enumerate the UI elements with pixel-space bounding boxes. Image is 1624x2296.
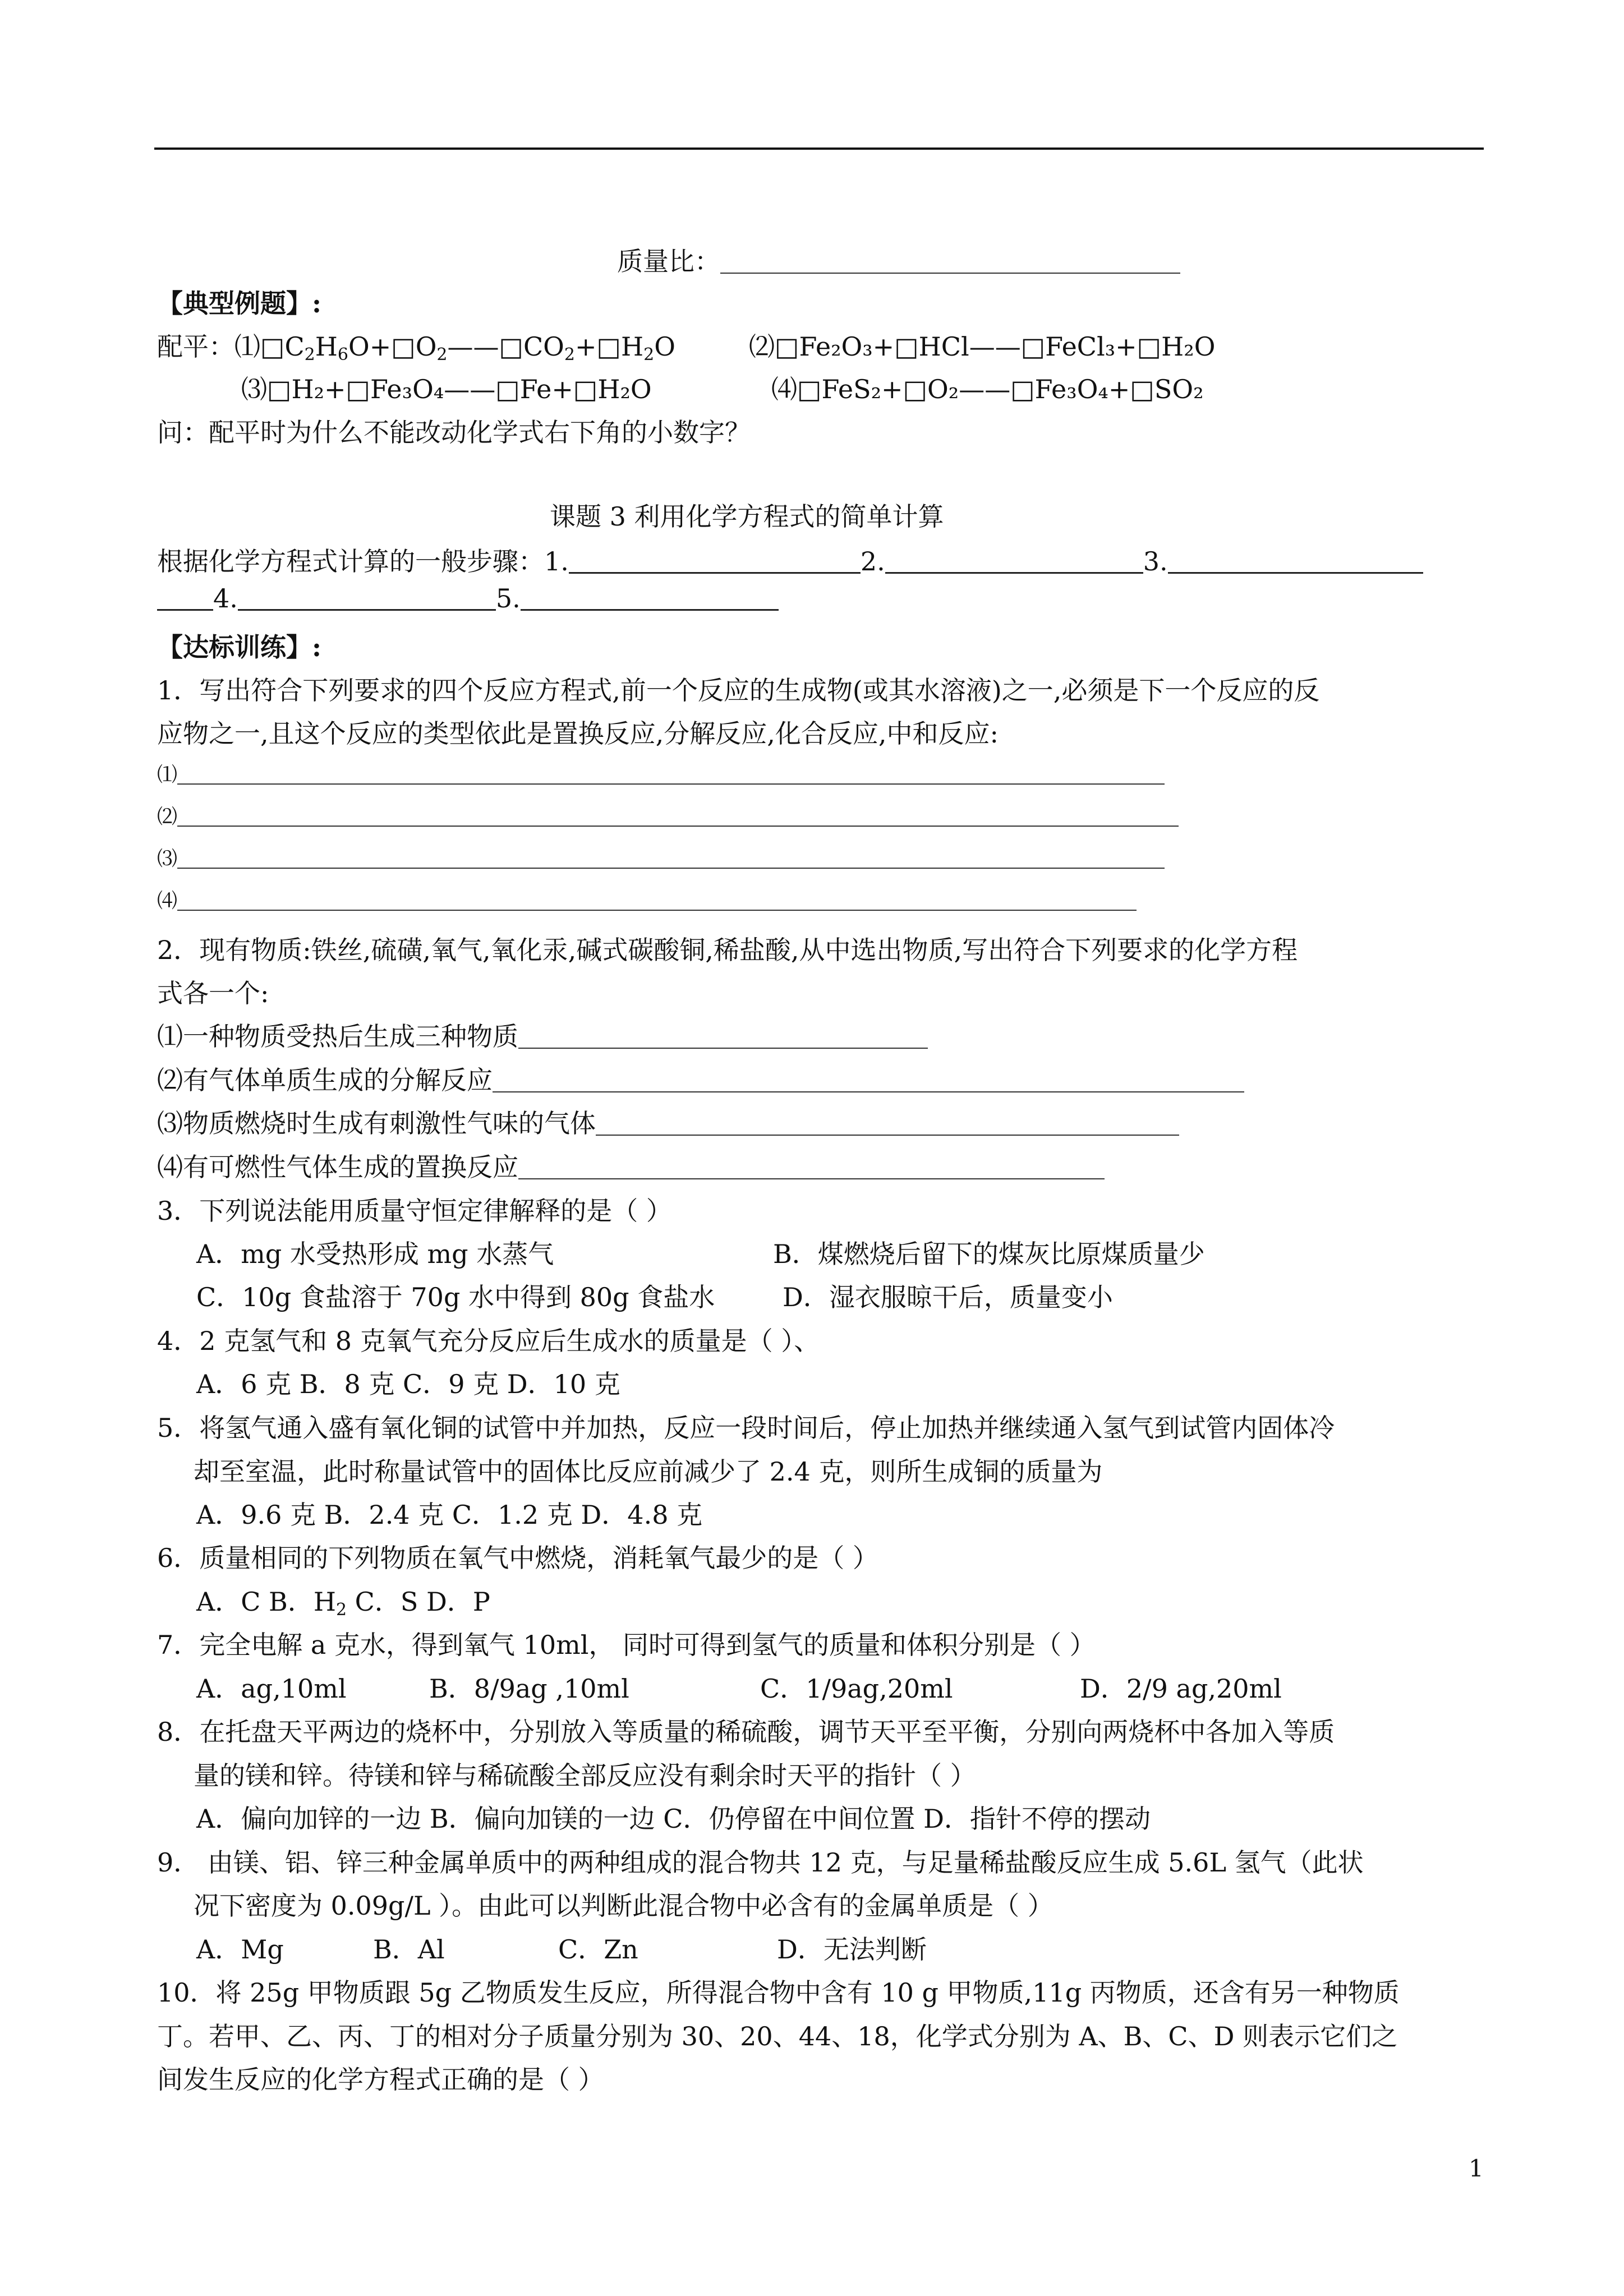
q8-line2: 量的镁和锌。待镁和锌与稀硫酸全部反应没有剩余时天平的指针（ ） <box>194 1760 976 1791</box>
q1-item-3: ⑶ <box>157 843 1165 872</box>
q9-option-b: B．Al <box>373 1934 445 1965</box>
step-2-label: 2. <box>860 546 885 577</box>
q1-blank-2 <box>177 803 1179 827</box>
step-3-blank-continued <box>157 584 213 611</box>
mass-ratio-line <box>617 241 1180 278</box>
mass-ratio-blank <box>720 250 1180 274</box>
q1-item-4: ⑷ <box>157 885 1137 914</box>
balance-row-1 <box>157 326 675 363</box>
step-1-blank <box>569 547 861 574</box>
q5-line1: 5．将氢气通入盛有氧化铜的试管中并加热，反应一段时间后，停止加热并继续通入氢气到试管内固体冷 <box>157 1413 1335 1443</box>
page-number: 1 <box>1469 2155 1484 2182</box>
q1-item-1: ⑴ <box>157 759 1165 787</box>
q4-stem: 4．2 克氢气和 8 克氧气充分反应后生成水的质量是（ ）、 <box>157 1326 820 1356</box>
q1-blank-1 <box>177 761 1165 785</box>
q5-line2: 却至室温，此时称量试管中的固体比反应前减少了 2.4 克，则所生成铜的质量为 <box>194 1456 1103 1487</box>
q1-line2: 应物之一,且这个反应的类型依此是置换反应,分解反应,化合反应,中和反应: <box>157 718 999 749</box>
mass-ratio-label: 质量比： <box>617 246 720 276</box>
q8-options: A．偏向加锌的一边 B．偏向加镁的一边 C．仍停留在中间位置 D．指针不停的摆动 <box>196 1804 1151 1834</box>
q3-option-b: B．煤燃烧后留下的煤灰比原煤质量少 <box>773 1239 1205 1269</box>
balance-eq1: $⑴□C_2H_6O+□O_2——□CO_2+□H_2O$ <box>234 331 675 365</box>
steps-row-2 <box>157 583 779 614</box>
balance-eq2: ⑵□Fe₂O₃+□HCl——□FeCl₃+□H₂O <box>749 331 1216 362</box>
step-4-blank <box>238 584 496 611</box>
q2-blank-2 <box>493 1069 1244 1092</box>
step-5-label: 5. <box>495 583 521 614</box>
q2-blank-3 <box>596 1112 1179 1136</box>
q10-line3: 间发生反应的化学方程式正确的是（ ） <box>157 2064 604 2095</box>
q3-stem: 3．下列说法能用质量守恒定律解释的是（ ） <box>157 1196 672 1226</box>
q6-options: A．C B．$H_2$ C．S D．P <box>196 1587 490 1620</box>
q2-item-4: ⑷有可燃性气体生成的置换反应 <box>157 1147 1105 1184</box>
lesson-title: 课题 3 利用化学方程式的简单计算 <box>550 501 944 532</box>
q8-line1: 8．在托盘天平两边的烧杯中，分别放入等质量的稀硫酸，调节天平至平衡，分别向两烧杯中各加入等质 <box>157 1717 1335 1747</box>
q7-stem: 7．完全电解 a 克水，得到氧气 10ml， 同时可得到氢气的质量和体积分别是（ ） <box>157 1630 1096 1660</box>
q6-stem: 6．质量相同的下列物质在氧气中燃烧，消耗氧气最少的是（ ） <box>157 1543 878 1573</box>
q2-line2: 式各一个: <box>157 978 269 1008</box>
typical-examples-heading: 【典型例题】: <box>157 288 321 319</box>
q1-blank-4 <box>177 887 1137 911</box>
step-3-blank <box>1168 547 1423 574</box>
q3-option-d: D．湿衣服晾干后，质量变小 <box>783 1282 1113 1312</box>
q9-option-d: D．无法判断 <box>777 1934 927 1965</box>
q9-line1: 9． 由镁、铝、锌三种金属单质中的两种组成的混合物共 12 克，与足量稀盐酸反应生成 5.6L 氢气（此状 <box>157 1847 1364 1878</box>
q2-line1: 2．现有物质:铁丝,硫磺,氧气,氧化汞,碱式碳酸铜,稀盐酸,从中选出物质,写出符合下列要求的化学方程 <box>157 935 1298 965</box>
q4-options: A．6 克 B．8 克 C．9 克 D．10 克 <box>196 1369 620 1399</box>
step-5-blank <box>521 584 779 611</box>
q7-option-d: D．2/9 ag,20ml <box>1080 1673 1282 1704</box>
balance-label: 配平： <box>157 331 234 362</box>
q9-line2: 况下密度为 0.09g/L ）。由此可以判断此混合物中必含有的金属单质是（ ） <box>194 1891 1053 1921</box>
q5-options: A．9.6 克 B．2.4 克 C．1.2 克 D．4.8 克 <box>196 1500 703 1530</box>
step-2-blank <box>885 547 1143 574</box>
q7-option-a: A．ag,10ml <box>196 1673 347 1704</box>
q1-item-2: ⑵ <box>157 801 1179 829</box>
q10-line2: 丁。若甲、乙、丙、丁的相对分子质量分别为 30、20、44、18，化学式分别为 A、B、C、D 则表示它们之 <box>157 2021 1398 2051</box>
q3-option-c: C．10g 食盐溶于 70g 水中得到 80g 食盐水 <box>196 1282 715 1312</box>
q3-option-a: A．mg 水受热形成 mg 水蒸气 <box>196 1239 554 1269</box>
q2-item-1: ⑴一种物质受热后生成三种物质 <box>157 1016 928 1053</box>
steps-intro: 根据化学方程式计算的一般步骤：1. <box>157 546 569 577</box>
header-rule <box>154 147 1484 150</box>
q9-option-a: A．Mg <box>196 1934 284 1965</box>
balance-question: 问：配平时为什么不能改动化学式右下角的小数字？ <box>157 417 751 448</box>
q2-blank-4 <box>518 1156 1105 1179</box>
q10-line1: 10．将 25g 甲物质跟 5g 乙物质发生反应，所得混合物中含有 10 g 甲物质,11g 丙物质，还含有另一种物质 <box>157 1977 1400 2008</box>
q1-blank-3 <box>177 845 1165 869</box>
steps-row-1 <box>157 541 1423 578</box>
balance-eq3: ⑶□H₂+□Fe₃O₄——□Fe+□H₂O <box>241 374 652 404</box>
q2-item-2: ⑵有气体单质生成的分解反应 <box>157 1060 1244 1097</box>
q7-option-c: C．1/9ag,20ml <box>760 1673 953 1704</box>
step-3-label: 3. <box>1143 546 1168 577</box>
q2-blank-1 <box>518 1025 928 1049</box>
balance-eq4: ⑷□FeS₂+□O₂——□Fe₃O₄+□SO₂ <box>771 374 1204 404</box>
step-4-label: 4. <box>213 583 238 614</box>
q2-item-3: ⑶物质燃烧时生成有刺激性气味的气体 <box>157 1103 1179 1140</box>
q7-option-b: B．8/9ag ,10ml <box>429 1673 629 1704</box>
q1-line1: 1．写出符合下列要求的四个反应方程式,前一个反应的生成物(或其水溶液)之一,必须是下一个反应的反 <box>157 675 1320 706</box>
q9-option-c: C．Zn <box>558 1934 638 1965</box>
practice-heading: 【达标训练】: <box>157 632 321 662</box>
